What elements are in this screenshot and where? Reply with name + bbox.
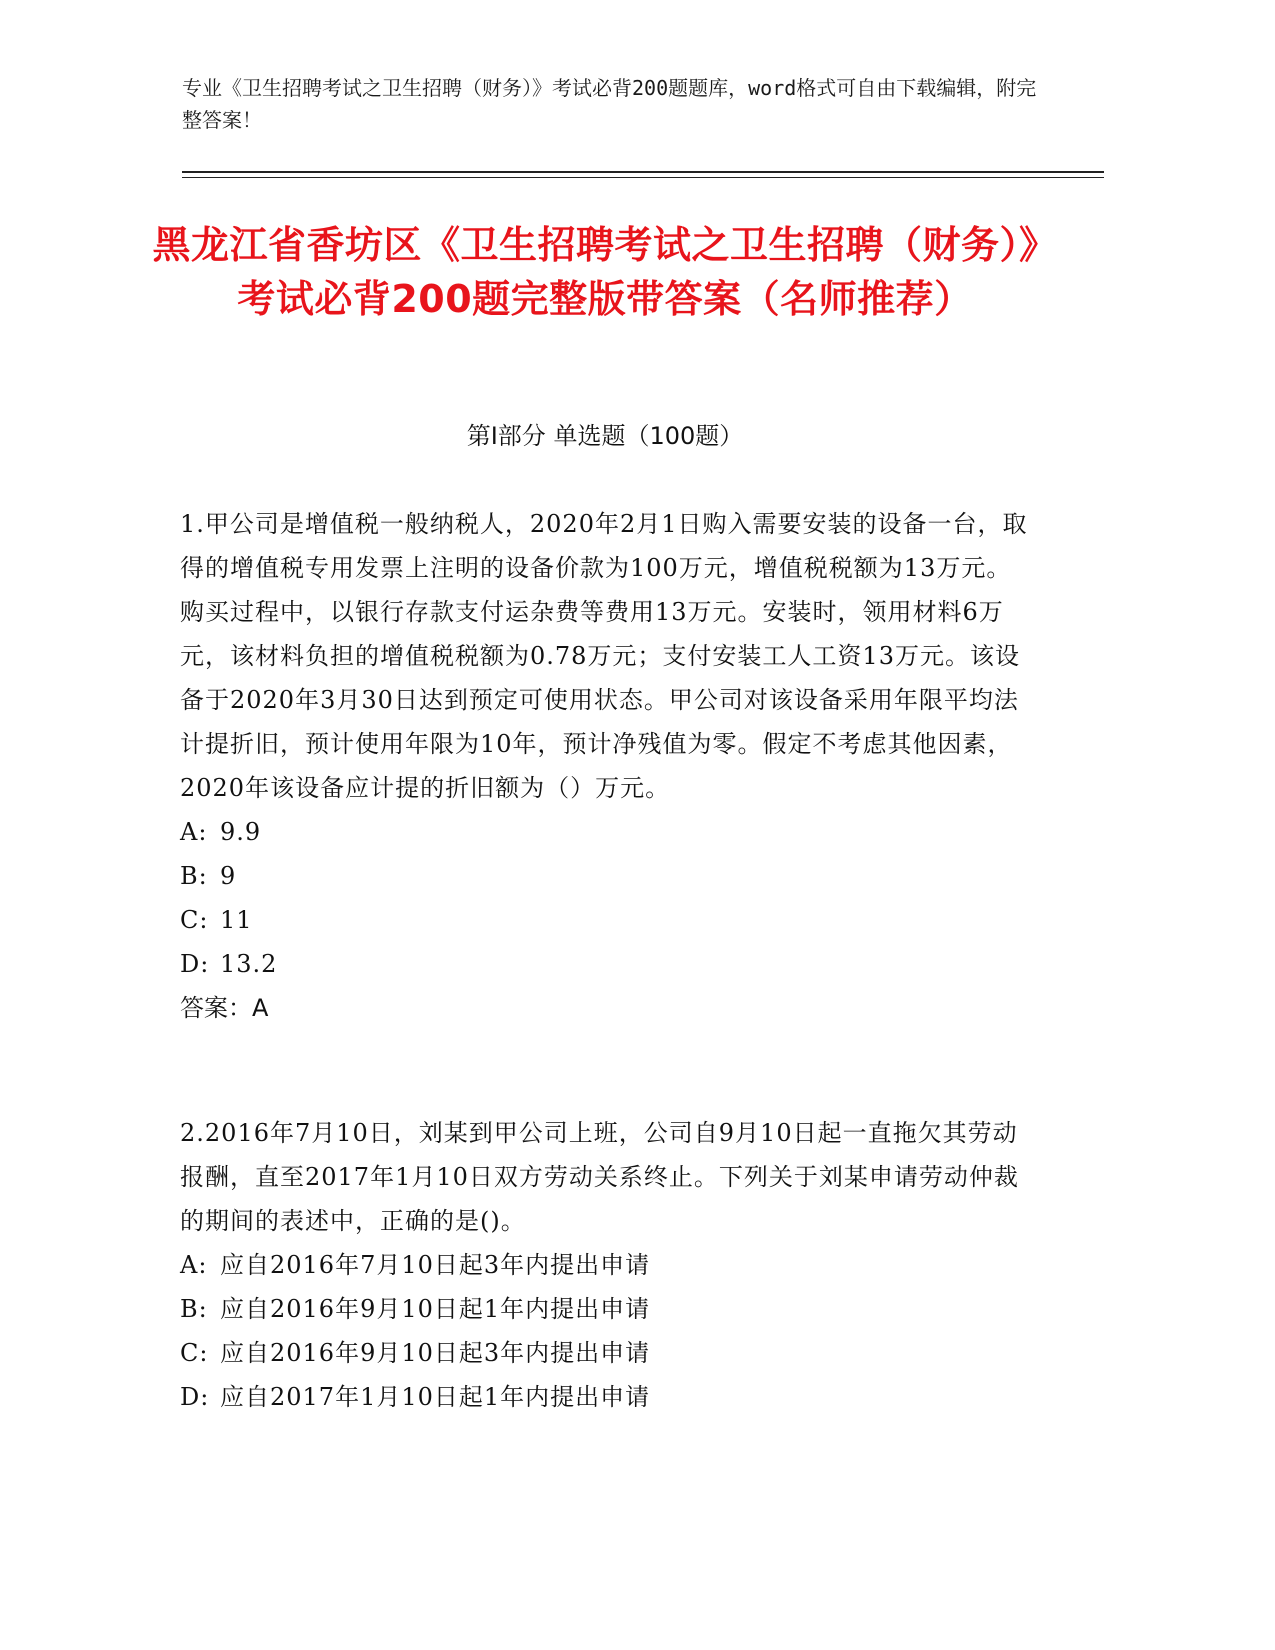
option-d — [180, 942, 1030, 986]
option-key: B: — [180, 862, 208, 890]
option-text: 应自2016年7月10日起3年内提出申请 — [220, 1251, 651, 1279]
question-stem: 1.甲公司是增值税一般纳税人，2020年2月1日购入需要安装的设备一台，取得的增值税专用发票上注明的设备价款为100万元，增值税税额为13万元。购买过程中，以银行存款支付运杂费等费用13万元。安装时，领用材料6万元，该材料负担的增值税税额为0.78万元；支付安装工人工资13万元。该设备于2020年3月30日达到预定可使用状态。甲公司对该设备采用年限平均法计提折旧，预计使用年限为10年，预计净残值为零。假定不考虑其他因素，2020年该设备应计提的折旧额为（）万元。 — [180, 510, 1028, 802]
option-key: D: — [180, 950, 210, 978]
question-stem: 2.2016年7月10日，刘某到甲公司上班，公司自9月10日起一直拖欠其劳动报酬，直至2017年1月10日双方劳动关系终止。下列关于刘某申请劳动仲裁的期间的表述中，正确的是()。 — [180, 1119, 1019, 1235]
answer-line: 答案：A — [180, 994, 269, 1022]
option-b — [180, 1287, 1030, 1331]
section-heading: 第I部分 单选题（100题） — [466, 422, 744, 450]
option-text: 应自2017年1月10日起1年内提出申请 — [220, 1383, 651, 1411]
option-text: 应自2016年9月10日起3年内提出申请 — [220, 1339, 651, 1367]
option-a — [180, 1243, 1030, 1287]
option-key: C: — [180, 1339, 209, 1367]
header-divider-thin — [182, 177, 1104, 178]
header-note: 专业《卫生招聘考试之卫生招聘（财务）》考试必背200题题库，word格式可自由下载编辑，附完整答案！ — [182, 76, 1037, 132]
document-title: 黑龙江省香坊区《卫生招聘考试之卫生招聘（财务）》考试必背200题完整版带答案（名师推荐） — [152, 223, 1058, 321]
option-d — [180, 1375, 1030, 1419]
option-text: 11 — [220, 906, 253, 934]
option-text: 9.9 — [220, 818, 262, 846]
header-divider-thick — [182, 171, 1104, 173]
option-text: 应自2016年9月10日起1年内提出申请 — [220, 1295, 651, 1323]
option-a — [180, 810, 1030, 854]
option-key: A: — [180, 1251, 208, 1279]
option-c — [180, 1331, 1030, 1375]
option-text: 13.2 — [220, 950, 278, 978]
option-b — [180, 854, 1030, 898]
question-1 — [180, 502, 1030, 1030]
option-key: A: — [180, 818, 208, 846]
option-key: C: — [180, 906, 209, 934]
option-text: 9 — [220, 862, 237, 890]
option-key: B: — [180, 1295, 208, 1323]
option-key: D: — [180, 1383, 210, 1411]
question-2 — [180, 1111, 1030, 1419]
option-c — [180, 898, 1030, 942]
